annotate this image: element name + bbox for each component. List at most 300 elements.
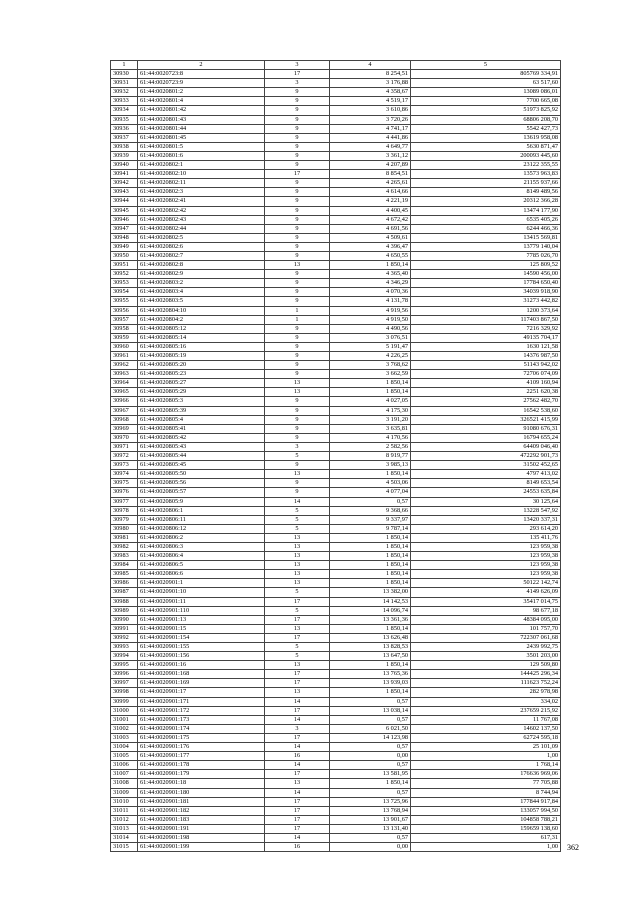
group-cell: 9 bbox=[265, 242, 330, 251]
cadastral-number-cell: 61:44:0020805:39 bbox=[138, 406, 265, 415]
table-row bbox=[111, 179, 561, 188]
value-cell: 91080 676,31 bbox=[411, 424, 561, 433]
cadastral-number-cell: 61:44:0020806:1 bbox=[138, 506, 265, 515]
table-row bbox=[111, 306, 561, 315]
value-cell: 13089 086,01 bbox=[411, 88, 561, 97]
group-cell: 9 bbox=[265, 224, 330, 233]
value-cell: 1,00 bbox=[411, 843, 561, 852]
rate-cell: 0,57 bbox=[330, 715, 411, 724]
table-row bbox=[111, 197, 561, 206]
row-number-cell: 30931 bbox=[111, 79, 138, 88]
group-cell: 13 bbox=[265, 579, 330, 588]
group-cell: 13 bbox=[265, 261, 330, 270]
table-row bbox=[111, 588, 561, 597]
value-cell: 16794 655,24 bbox=[411, 433, 561, 442]
table-row bbox=[111, 606, 561, 615]
table-row bbox=[111, 652, 561, 661]
column-header-5: 5 bbox=[411, 61, 561, 70]
group-cell: 9 bbox=[265, 97, 330, 106]
rate-cell: 0,00 bbox=[330, 752, 411, 761]
value-cell: 237659 215,92 bbox=[411, 706, 561, 715]
row-number-cell: 30981 bbox=[111, 533, 138, 542]
rate-cell: 8 254,51 bbox=[330, 70, 411, 79]
row-number-cell: 30968 bbox=[111, 415, 138, 424]
group-cell: 9 bbox=[265, 415, 330, 424]
table-header-row bbox=[111, 61, 561, 70]
value-cell: 4109 160,94 bbox=[411, 379, 561, 388]
rate-cell: 4 175,30 bbox=[330, 406, 411, 415]
value-cell: 8149 489,56 bbox=[411, 188, 561, 197]
table-row bbox=[111, 352, 561, 361]
value-cell: 34039 918,90 bbox=[411, 288, 561, 297]
row-number-cell: 30969 bbox=[111, 424, 138, 433]
table-row bbox=[111, 379, 561, 388]
table-row bbox=[111, 97, 561, 106]
table-row bbox=[111, 224, 561, 233]
table-row bbox=[111, 279, 561, 288]
cadastral-number-cell: 61:44:0020901:18 bbox=[138, 779, 265, 788]
row-number-cell: 30992 bbox=[111, 633, 138, 642]
rate-cell: 13 382,00 bbox=[330, 588, 411, 597]
group-cell: 9 bbox=[265, 124, 330, 133]
value-cell: 1200 373,64 bbox=[411, 306, 561, 315]
group-cell: 14 bbox=[265, 497, 330, 506]
row-number-cell: 30930 bbox=[111, 70, 138, 79]
group-cell: 17 bbox=[265, 670, 330, 679]
group-cell: 13 bbox=[265, 552, 330, 561]
rate-cell: 1 850,14 bbox=[330, 388, 411, 397]
value-cell: 4797 413,02 bbox=[411, 470, 561, 479]
group-cell: 14 bbox=[265, 743, 330, 752]
table-row bbox=[111, 824, 561, 833]
table-row bbox=[111, 324, 561, 333]
table-row bbox=[111, 206, 561, 215]
row-number-cell: 30990 bbox=[111, 615, 138, 624]
row-number-cell: 30949 bbox=[111, 242, 138, 251]
value-cell: 4149 626,09 bbox=[411, 588, 561, 597]
cadastral-number-cell: 61:44:0020901:1 bbox=[138, 579, 265, 588]
table-row bbox=[111, 251, 561, 260]
rate-cell: 1 850,14 bbox=[330, 688, 411, 697]
row-number-cell: 30952 bbox=[111, 270, 138, 279]
table-row bbox=[111, 151, 561, 160]
table-row bbox=[111, 779, 561, 788]
table-row bbox=[111, 470, 561, 479]
rate-cell: 13 939,03 bbox=[330, 679, 411, 688]
cadastral-number-cell: 61:44:0020804:10 bbox=[138, 306, 265, 315]
value-cell: 1,00 bbox=[411, 752, 561, 761]
rate-cell: 4 346,29 bbox=[330, 279, 411, 288]
row-number-cell: 30943 bbox=[111, 188, 138, 197]
cadastral-number-cell: 61:44:0020801:44 bbox=[138, 124, 265, 133]
table-row bbox=[111, 706, 561, 715]
rate-cell: 3 176,88 bbox=[330, 79, 411, 88]
cadastral-number-cell: 61:44:0020803:2 bbox=[138, 279, 265, 288]
cadastral-number-cell: 61:44:0020901:156 bbox=[138, 652, 265, 661]
value-cell: 31502 452,65 bbox=[411, 461, 561, 470]
row-number-cell: 31011 bbox=[111, 806, 138, 815]
rate-cell: 13 038,14 bbox=[330, 706, 411, 715]
row-number-cell: 31008 bbox=[111, 779, 138, 788]
value-cell: 117403 867,50 bbox=[411, 315, 561, 324]
table-row bbox=[111, 733, 561, 742]
cadastral-number-cell: 61:44:0020805:12 bbox=[138, 324, 265, 333]
cadastral-number-cell: 61:44:0020901:179 bbox=[138, 770, 265, 779]
group-cell: 9 bbox=[265, 324, 330, 333]
rate-cell: 0,00 bbox=[330, 843, 411, 852]
value-cell: 125 809,52 bbox=[411, 261, 561, 270]
cadastral-number-cell: 61:44:0020803:4 bbox=[138, 288, 265, 297]
rate-cell: 9 368,66 bbox=[330, 506, 411, 515]
value-cell: 617,31 bbox=[411, 833, 561, 842]
table-row bbox=[111, 88, 561, 97]
group-cell: 3 bbox=[265, 79, 330, 88]
row-number-cell: 30988 bbox=[111, 597, 138, 606]
rate-cell: 13 725,96 bbox=[330, 797, 411, 806]
table-row bbox=[111, 133, 561, 142]
row-number-cell: 31009 bbox=[111, 788, 138, 797]
value-cell: 2439 992,75 bbox=[411, 643, 561, 652]
rate-cell: 14 142,53 bbox=[330, 597, 411, 606]
group-cell: 9 bbox=[265, 270, 330, 279]
value-cell: 11 767,08 bbox=[411, 715, 561, 724]
rate-cell: 14 123,98 bbox=[330, 733, 411, 742]
row-number-cell: 30960 bbox=[111, 342, 138, 351]
row-number-cell: 30941 bbox=[111, 170, 138, 179]
table-row bbox=[111, 715, 561, 724]
value-cell: 77 705,88 bbox=[411, 779, 561, 788]
table-row bbox=[111, 242, 561, 251]
group-cell: 9 bbox=[265, 151, 330, 160]
value-cell: 472292 901,73 bbox=[411, 452, 561, 461]
row-number-cell: 30944 bbox=[111, 197, 138, 206]
row-number-cell: 30997 bbox=[111, 679, 138, 688]
cadastral-number-cell: 61:44:0020901:17 bbox=[138, 688, 265, 697]
cadastral-number-cell: 61:44:0020802:11 bbox=[138, 179, 265, 188]
cadastral-number-cell: 61:44:0020802:44 bbox=[138, 224, 265, 233]
row-number-cell: 30957 bbox=[111, 315, 138, 324]
table-row bbox=[111, 142, 561, 151]
rate-cell: 1 850,14 bbox=[330, 579, 411, 588]
cadastral-number-cell: 61:44:0020801:45 bbox=[138, 133, 265, 142]
rate-cell: 3 191,20 bbox=[330, 415, 411, 424]
cadastral-number-cell: 61:44:0020802:7 bbox=[138, 251, 265, 260]
value-cell: 123 959,38 bbox=[411, 561, 561, 570]
table-row bbox=[111, 615, 561, 624]
row-number-cell: 30999 bbox=[111, 697, 138, 706]
rate-cell: 13 647,50 bbox=[330, 652, 411, 661]
value-cell: 20312 366,28 bbox=[411, 197, 561, 206]
cadastral-number-cell: 61:44:0020805:9 bbox=[138, 497, 265, 506]
column-header-4: 4 bbox=[330, 61, 411, 70]
group-cell: 3 bbox=[265, 442, 330, 451]
table-row bbox=[111, 433, 561, 442]
rate-cell: 3 720,26 bbox=[330, 115, 411, 124]
group-cell: 9 bbox=[265, 279, 330, 288]
row-number-cell: 30950 bbox=[111, 251, 138, 260]
row-number-cell: 30971 bbox=[111, 442, 138, 451]
rate-cell: 1 850,14 bbox=[330, 779, 411, 788]
table-row bbox=[111, 788, 561, 797]
table-row bbox=[111, 679, 561, 688]
rate-cell: 4 400,45 bbox=[330, 206, 411, 215]
table-row bbox=[111, 361, 561, 370]
rate-cell: 1 850,14 bbox=[330, 661, 411, 670]
group-cell: 13 bbox=[265, 470, 330, 479]
row-number-cell: 31004 bbox=[111, 743, 138, 752]
cadastral-number-cell: 61:44:0020801:5 bbox=[138, 142, 265, 151]
rate-cell: 4 027,05 bbox=[330, 397, 411, 406]
group-cell: 9 bbox=[265, 115, 330, 124]
group-cell: 9 bbox=[265, 397, 330, 406]
cadastral-number-cell: 61:44:0020802:5 bbox=[138, 233, 265, 242]
table-row bbox=[111, 506, 561, 515]
rate-cell: 4 672,42 bbox=[330, 215, 411, 224]
row-number-cell: 30963 bbox=[111, 370, 138, 379]
table-row bbox=[111, 497, 561, 506]
value-cell: 13420 337,31 bbox=[411, 515, 561, 524]
group-cell: 13 bbox=[265, 688, 330, 697]
group-cell: 9 bbox=[265, 342, 330, 351]
row-number-cell: 31005 bbox=[111, 752, 138, 761]
row-number-cell: 31001 bbox=[111, 715, 138, 724]
rate-cell: 13 901,67 bbox=[330, 815, 411, 824]
value-cell: 51973 825,92 bbox=[411, 106, 561, 115]
rate-cell: 1 850,14 bbox=[330, 533, 411, 542]
cadastral-number-cell: 61:44:0020805:3 bbox=[138, 397, 265, 406]
cadastral-number-cell: 61:44:0020802:43 bbox=[138, 215, 265, 224]
table-row bbox=[111, 370, 561, 379]
value-cell: 293 614,20 bbox=[411, 524, 561, 533]
rate-cell: 0,57 bbox=[330, 697, 411, 706]
value-cell: 35417 014,75 bbox=[411, 597, 561, 606]
value-cell: 64409 046,40 bbox=[411, 442, 561, 451]
cadastral-number-cell: 61:44:0020901:175 bbox=[138, 733, 265, 742]
rate-cell: 4 077,04 bbox=[330, 488, 411, 497]
cadastral-number-cell: 61:44:0020805:16 bbox=[138, 342, 265, 351]
cadastral-number-cell: 61:44:0020805:42 bbox=[138, 433, 265, 442]
value-cell: 13228 547,92 bbox=[411, 506, 561, 515]
table-row bbox=[111, 724, 561, 733]
value-cell: 27562 482,70 bbox=[411, 397, 561, 406]
data-table bbox=[110, 60, 561, 852]
value-cell: 23122 355,55 bbox=[411, 161, 561, 170]
row-number-cell: 31010 bbox=[111, 797, 138, 806]
table-row bbox=[111, 488, 561, 497]
group-cell: 9 bbox=[265, 106, 330, 115]
cadastral-number-cell: 61:44:0020901:181 bbox=[138, 797, 265, 806]
rate-cell: 3 662,59 bbox=[330, 370, 411, 379]
rate-cell: 4 358,67 bbox=[330, 88, 411, 97]
value-cell: 6244 466,36 bbox=[411, 224, 561, 233]
rate-cell: 4 221,19 bbox=[330, 197, 411, 206]
table-row bbox=[111, 70, 561, 79]
group-cell: 9 bbox=[265, 179, 330, 188]
cadastral-number-cell: 61:44:0020802:3 bbox=[138, 188, 265, 197]
cadastral-number-cell: 61:44:0020901:13 bbox=[138, 615, 265, 624]
table-row bbox=[111, 815, 561, 824]
row-number-cell: 30987 bbox=[111, 588, 138, 597]
group-cell: 9 bbox=[265, 161, 330, 170]
value-cell: 101 757,70 bbox=[411, 624, 561, 633]
rate-cell: 4 131,78 bbox=[330, 297, 411, 306]
rate-cell: 4 365,40 bbox=[330, 270, 411, 279]
group-cell: 9 bbox=[265, 88, 330, 97]
group-cell: 5 bbox=[265, 506, 330, 515]
cadastral-number-cell: 61:44:0020805:43 bbox=[138, 442, 265, 451]
cadastral-number-cell: 61:44:0020901:11 bbox=[138, 597, 265, 606]
group-cell: 3 bbox=[265, 724, 330, 733]
rate-cell: 13 828,53 bbox=[330, 643, 411, 652]
row-number-cell: 31000 bbox=[111, 706, 138, 715]
rate-cell: 6 021,50 bbox=[330, 724, 411, 733]
value-cell: 14590 456,00 bbox=[411, 270, 561, 279]
row-number-cell: 30948 bbox=[111, 233, 138, 242]
table-row bbox=[111, 406, 561, 415]
rate-cell: 1 850,14 bbox=[330, 624, 411, 633]
row-number-cell: 31014 bbox=[111, 833, 138, 842]
rate-cell: 4 519,17 bbox=[330, 97, 411, 106]
row-number-cell: 30965 bbox=[111, 388, 138, 397]
rate-cell: 5 191,47 bbox=[330, 342, 411, 351]
group-cell: 17 bbox=[265, 770, 330, 779]
row-number-cell: 30946 bbox=[111, 215, 138, 224]
value-cell: 1 768,14 bbox=[411, 761, 561, 770]
group-cell: 9 bbox=[265, 479, 330, 488]
cadastral-number-cell: 61:44:0020803:5 bbox=[138, 297, 265, 306]
column-header-1: 1 bbox=[111, 61, 138, 70]
row-number-cell: 30978 bbox=[111, 506, 138, 515]
cadastral-number-cell: 61:44:0020901:16 bbox=[138, 661, 265, 670]
cadastral-number-cell: 61:44:0020805:44 bbox=[138, 452, 265, 461]
rate-cell: 4 919,56 bbox=[330, 306, 411, 315]
rate-cell: 4 170,56 bbox=[330, 433, 411, 442]
value-cell: 7700 665,08 bbox=[411, 97, 561, 106]
group-cell: 13 bbox=[265, 779, 330, 788]
cadastral-number-cell: 61:44:0020901:183 bbox=[138, 815, 265, 824]
table-row bbox=[111, 479, 561, 488]
value-cell: 68806 208,70 bbox=[411, 115, 561, 124]
row-number-cell: 30936 bbox=[111, 124, 138, 133]
value-cell: 805769 334,91 bbox=[411, 70, 561, 79]
table-row bbox=[111, 461, 561, 470]
group-cell: 9 bbox=[265, 233, 330, 242]
rate-cell: 9 787,14 bbox=[330, 524, 411, 533]
value-cell: 334,02 bbox=[411, 697, 561, 706]
cadastral-number-cell: 61:44:0020801:42 bbox=[138, 106, 265, 115]
cadastral-number-cell: 61:44:0020802:1 bbox=[138, 161, 265, 170]
cadastral-number-cell: 61:44:0020805:50 bbox=[138, 470, 265, 479]
table-row bbox=[111, 233, 561, 242]
cadastral-number-cell: 61:44:0020802:41 bbox=[138, 197, 265, 206]
value-cell: 8149 653,54 bbox=[411, 479, 561, 488]
cadastral-number-cell: 61:44:0020801:2 bbox=[138, 88, 265, 97]
table-row bbox=[111, 270, 561, 279]
row-number-cell: 30980 bbox=[111, 524, 138, 533]
cadastral-number-cell: 61:44:0020802:6 bbox=[138, 242, 265, 251]
cadastral-number-cell: 61:44:0020901:199 bbox=[138, 843, 265, 852]
group-cell: 9 bbox=[265, 188, 330, 197]
group-cell: 14 bbox=[265, 788, 330, 797]
cadastral-number-cell: 61:44:0020901:168 bbox=[138, 670, 265, 679]
row-number-cell: 30945 bbox=[111, 206, 138, 215]
group-cell: 17 bbox=[265, 679, 330, 688]
table-row bbox=[111, 315, 561, 324]
cadastral-number-cell: 61:44:0020901:177 bbox=[138, 752, 265, 761]
table-row bbox=[111, 752, 561, 761]
cadastral-number-cell: 61:44:0020901:180 bbox=[138, 788, 265, 797]
row-number-cell: 30962 bbox=[111, 361, 138, 370]
group-cell: 17 bbox=[265, 170, 330, 179]
table-row bbox=[111, 806, 561, 815]
row-number-cell: 31013 bbox=[111, 824, 138, 833]
table-row bbox=[111, 633, 561, 642]
cadastral-number-cell: 61:44:0020805:56 bbox=[138, 479, 265, 488]
value-cell: 7216 329,92 bbox=[411, 324, 561, 333]
cadastral-number-cell: 61:44:0020901:182 bbox=[138, 806, 265, 815]
cadastral-number-cell: 61:44:0020802:42 bbox=[138, 206, 265, 215]
value-cell: 200093 445,60 bbox=[411, 151, 561, 160]
value-cell: 1630 121,58 bbox=[411, 342, 561, 351]
rate-cell: 4 490,56 bbox=[330, 324, 411, 333]
group-cell: 9 bbox=[265, 461, 330, 470]
group-cell: 14 bbox=[265, 761, 330, 770]
table-row bbox=[111, 542, 561, 551]
rate-cell: 4 691,56 bbox=[330, 224, 411, 233]
cadastral-number-cell: 61:44:0020802:9 bbox=[138, 270, 265, 279]
cadastral-number-cell: 61:44:0020901:169 bbox=[138, 679, 265, 688]
value-cell: 14376 987,50 bbox=[411, 352, 561, 361]
value-cell: 25 101,09 bbox=[411, 743, 561, 752]
value-cell: 14602 137,50 bbox=[411, 724, 561, 733]
row-number-cell: 30935 bbox=[111, 115, 138, 124]
row-number-cell: 30994 bbox=[111, 652, 138, 661]
rate-cell: 8 919,77 bbox=[330, 452, 411, 461]
cadastral-number-cell: 61:44:0020806:5 bbox=[138, 561, 265, 570]
rate-cell: 2 582,56 bbox=[330, 442, 411, 451]
row-number-cell: 30972 bbox=[111, 452, 138, 461]
row-number-cell: 30947 bbox=[111, 224, 138, 233]
rate-cell: 13 581,95 bbox=[330, 770, 411, 779]
row-number-cell: 30966 bbox=[111, 397, 138, 406]
group-cell: 17 bbox=[265, 706, 330, 715]
table-row bbox=[111, 79, 561, 88]
group-cell: 9 bbox=[265, 142, 330, 151]
table-row bbox=[111, 342, 561, 351]
cadastral-number-cell: 61:44:0020901:10 bbox=[138, 588, 265, 597]
table-row bbox=[111, 452, 561, 461]
row-number-cell: 31012 bbox=[111, 815, 138, 824]
group-cell: 9 bbox=[265, 361, 330, 370]
rate-cell: 3 076,51 bbox=[330, 333, 411, 342]
cadastral-number-cell: 61:44:0020901:15 bbox=[138, 624, 265, 633]
value-cell: 7785 026,70 bbox=[411, 251, 561, 260]
cadastral-number-cell: 61:44:0020802:8 bbox=[138, 261, 265, 270]
rate-cell: 13 626,48 bbox=[330, 633, 411, 642]
group-cell: 17 bbox=[265, 824, 330, 833]
value-cell: 63 517,60 bbox=[411, 79, 561, 88]
row-number-cell: 30989 bbox=[111, 606, 138, 615]
value-cell: 282 978,98 bbox=[411, 688, 561, 697]
cadastral-number-cell: 61:44:0020802:10 bbox=[138, 170, 265, 179]
value-cell: 104858 788,21 bbox=[411, 815, 561, 824]
cadastral-number-cell: 61:44:0020901:110 bbox=[138, 606, 265, 615]
value-cell: 123 959,38 bbox=[411, 552, 561, 561]
cadastral-number-cell: 61:44:0020805:27 bbox=[138, 379, 265, 388]
table-row bbox=[111, 579, 561, 588]
row-number-cell: 30961 bbox=[111, 352, 138, 361]
value-cell: 177844 917,84 bbox=[411, 797, 561, 806]
